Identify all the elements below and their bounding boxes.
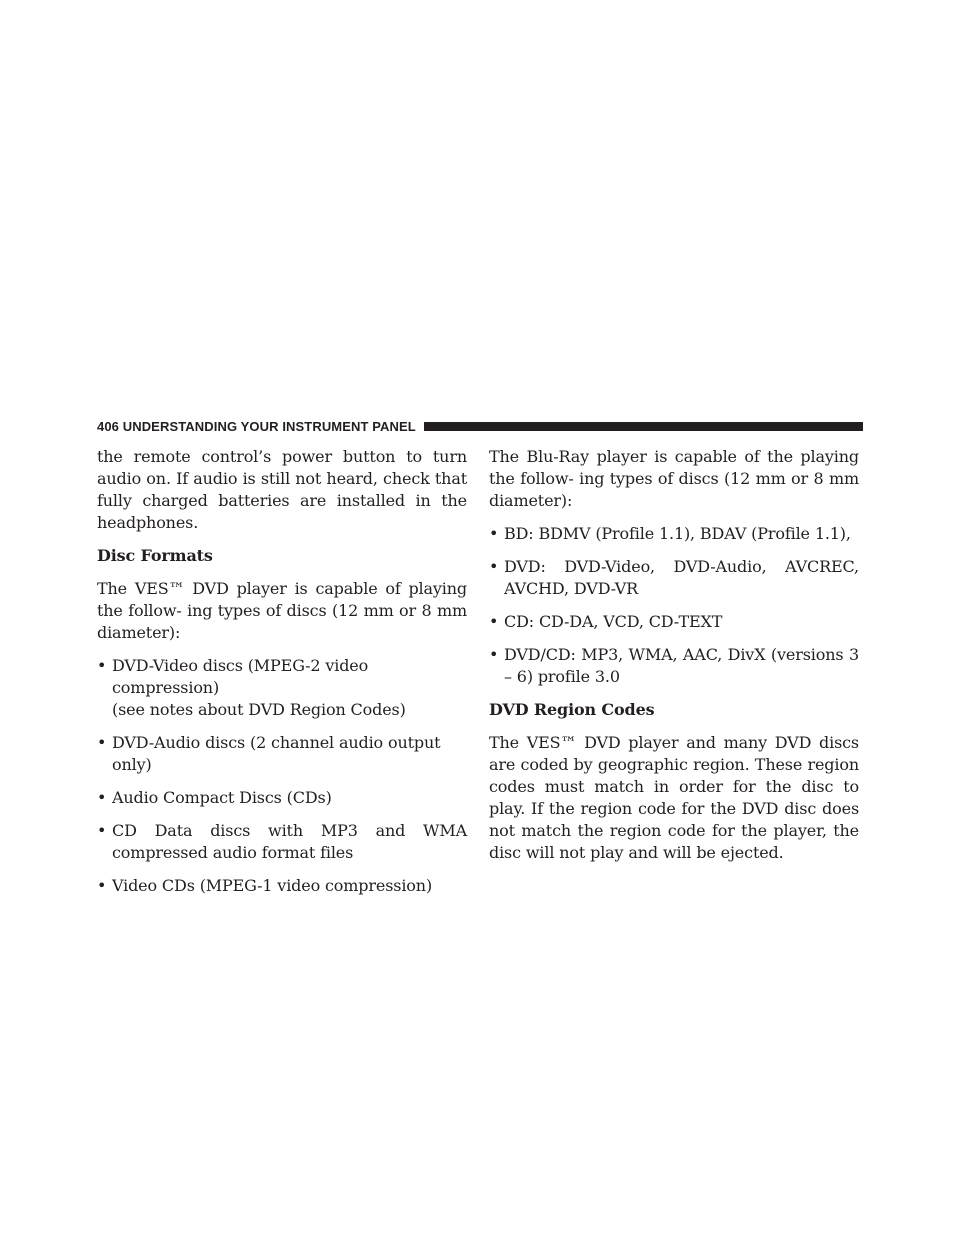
- list-item: [97, 732, 467, 776]
- list-item-text: DVD-Video discs (MPEG-2 video compression) (see notes about DVD Region Codes): [112, 656, 406, 719]
- bullet-icon: •: [97, 876, 107, 895]
- list-item: [489, 523, 859, 545]
- page-number: 406: [97, 418, 119, 434]
- section-title: UNDERSTANDING YOUR INSTRUMENT PANEL: [122, 418, 416, 434]
- page-header: [97, 417, 863, 435]
- bullet-icon: •: [97, 656, 107, 675]
- bullet-icon: •: [97, 733, 107, 752]
- blu-ray-paragraph: The Blu-Ray player is capable of the playing the follow- ing types of discs (12 mm or 8 mm diameter):: [489, 447, 859, 510]
- bullet-icon: •: [97, 821, 107, 840]
- header-rule: [424, 422, 863, 431]
- list-item: [489, 611, 859, 633]
- list-item: [489, 556, 859, 600]
- left-column: [97, 446, 467, 897]
- list-item: [97, 655, 467, 721]
- right-column: [489, 446, 859, 864]
- page-header-text: [97, 419, 424, 434]
- list-item-text: DVD: DVD-Video, DVD-Audio, AVCREC, AVCHD, DVD-VR: [504, 557, 859, 598]
- list-item-text: Video CDs (MPEG-1 video compression): [112, 876, 433, 895]
- list-item: [97, 820, 467, 864]
- bullet-icon: •: [489, 645, 499, 664]
- region-codes-paragraph: The VES™ DVD player and many DVD discs are coded by geographic region. These region codes must match in order for the disc to play. If the region code for the DVD disc does not match the region code for the player, the disc will not play and will be ejected.: [489, 733, 859, 862]
- list-item: [97, 787, 467, 809]
- list-item-text: DVD/CD: MP3, WMA, AAC, DivX (versions 3 – 6) profile 3.0: [504, 645, 859, 686]
- bullet-icon: •: [489, 557, 499, 576]
- list-item-text: BD: BDMV (Profile 1.1), BDAV (Profile 1.1),: [504, 524, 851, 543]
- section-heading-disc-formats: Disc Formats: [97, 546, 213, 565]
- section-heading-dvd-region-codes: DVD Region Codes: [489, 700, 655, 719]
- list-item-text: DVD-Audio discs (2 channel audio output only): [112, 733, 441, 774]
- bullet-icon: •: [97, 788, 107, 807]
- disc-formats-paragraph: The VES™ DVD player is capable of playing the follow- ing types of discs (12 mm or 8 mm diameter):: [97, 579, 467, 642]
- bullet-icon: •: [489, 612, 499, 631]
- intro-paragraph: the remote control’s power button to turn audio on. If audio is still not heard, check that fully charged batteries are installed in the headphones.: [97, 447, 467, 532]
- list-item-text: CD: CD-DA, VCD, CD-TEXT: [504, 612, 723, 631]
- bullet-icon: •: [489, 524, 499, 543]
- list-item: [489, 644, 859, 688]
- list-item-text: Audio Compact Discs (CDs): [112, 788, 332, 807]
- list-item-text: CD Data discs with MP3 and WMA compressed audio format files: [112, 821, 467, 862]
- list-item: [97, 875, 467, 897]
